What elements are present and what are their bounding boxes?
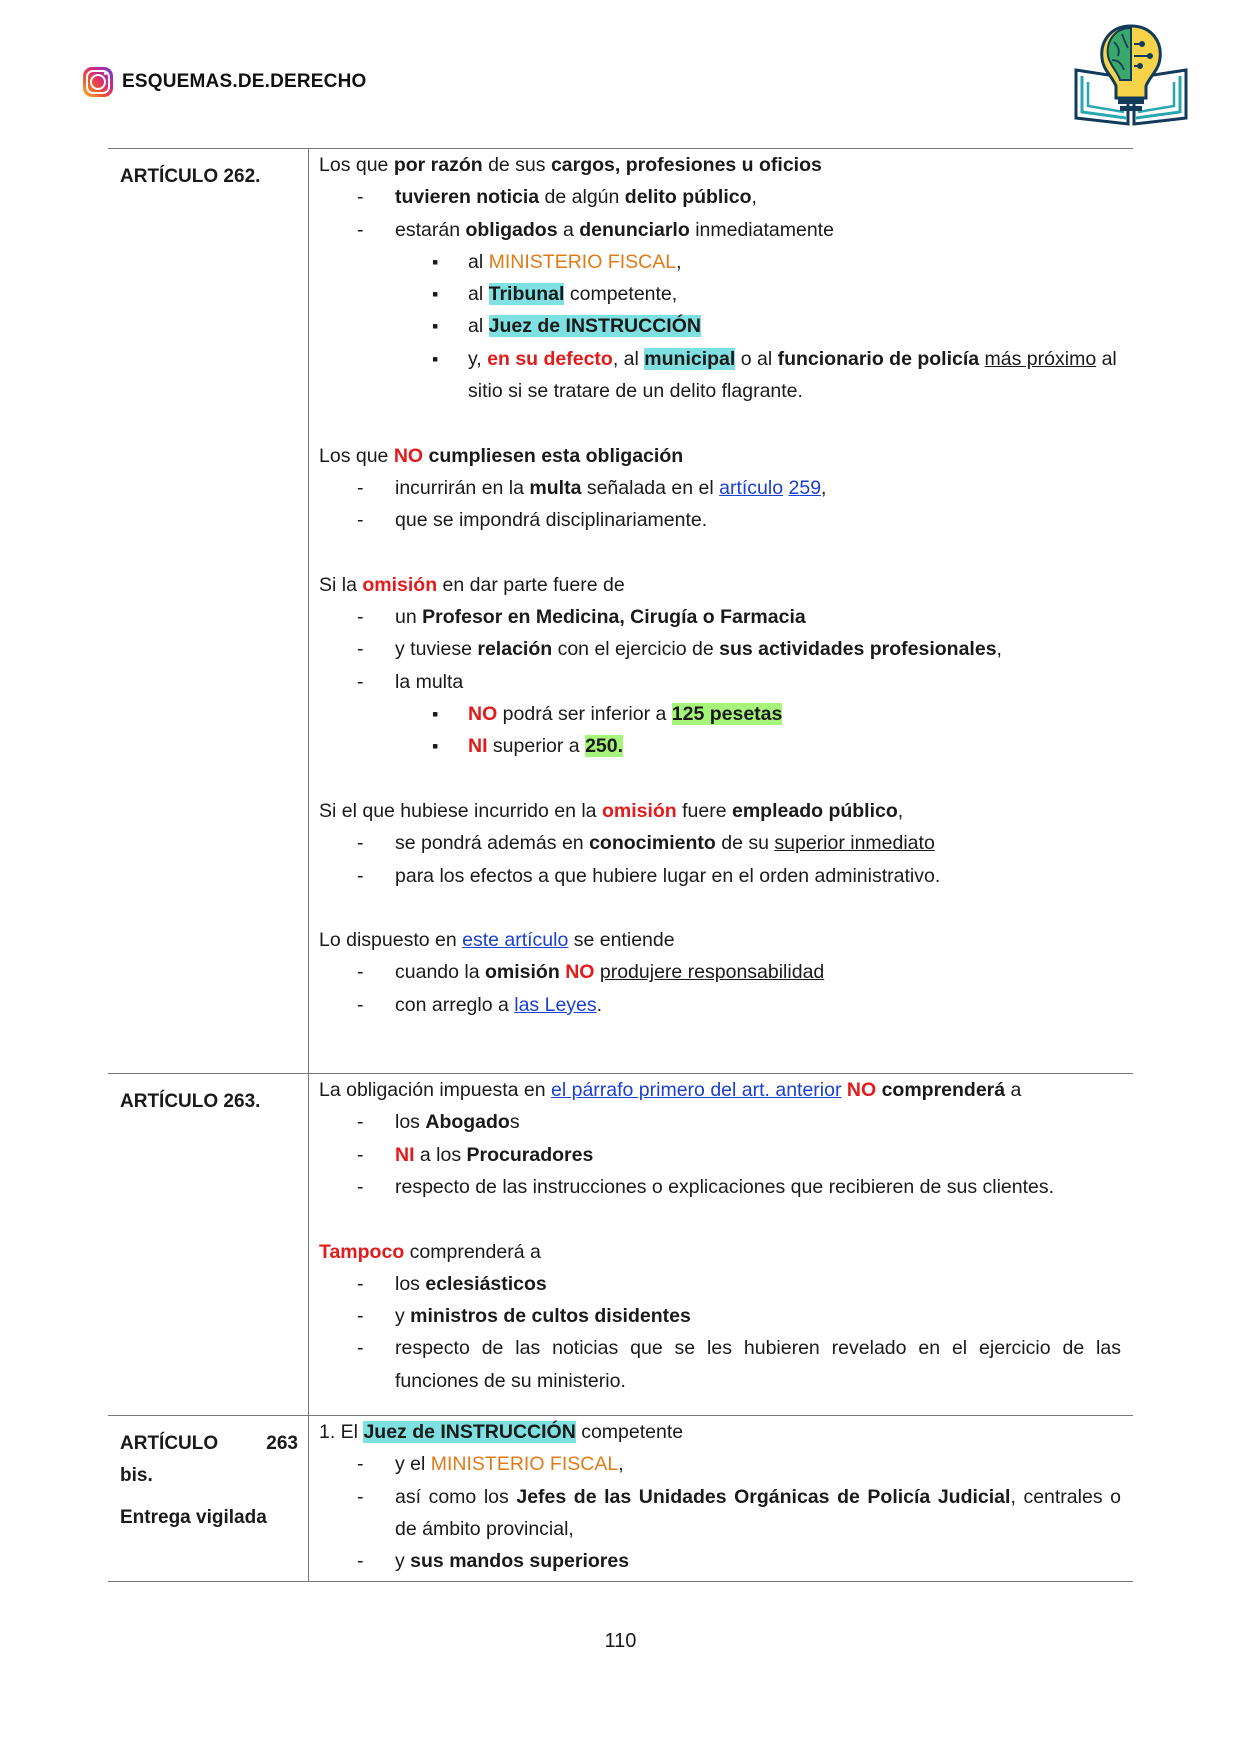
list-item: - y el MINISTERIO FISCAL,	[319, 1448, 1123, 1480]
article-263-bis-row	[108, 1415, 1133, 1581]
sub-list-item: ▪ al MINISTERIO FISCAL,	[319, 246, 1123, 278]
las-leyes-link[interactable]: las Leyes	[514, 993, 597, 1016]
list-item: - los eclesiásticos	[319, 1268, 1123, 1300]
list-item: - un Profesor en Medicina, Cirugía o Farmacia	[319, 601, 1123, 633]
list-item: - y ministros de cultos disidentes	[319, 1300, 1123, 1332]
list-item: - respecto de las instrucciones o explicaciones que recibieren de sus clientes.	[319, 1171, 1123, 1203]
list-item: - los Abogados	[319, 1106, 1123, 1138]
paragraph: Si el que hubiese incurrido en la omisión fuere empleado público,	[319, 799, 904, 822]
paragraph: Los que por razón de sus cargos, profesiones u oficios	[319, 154, 822, 176]
sub-list-item: ▪ al Juez de INSTRUCCIÓN	[319, 310, 1123, 342]
header	[83, 64, 367, 100]
paragraph: 1. El Juez de INSTRUCCIÓN competente	[319, 1420, 684, 1443]
sub-list-item-continuation: sitio si se tratare de un delito flagrante.	[468, 380, 803, 403]
article-263-bis-label-cell: ARTÍCULO 263 bis. Entrega vigilada	[108, 1415, 309, 1581]
list-item: - y sus mandos superiores	[319, 1545, 1123, 1577]
article-262-label-cell	[108, 149, 309, 1074]
previous-article-paragraph-link[interactable]: el párrafo primero del art. anterior	[551, 1079, 842, 1102]
list-item: - que se impondrá disciplinariamente.	[319, 504, 1123, 536]
paragraph: Los que NO cumpliesen esta obligación	[319, 444, 684, 467]
list-item: - incurrirán en la multa señalada en el artículo 259,	[319, 472, 1123, 504]
paragraph: Tampoco comprenderá a	[319, 1240, 541, 1263]
instagram-icon	[83, 67, 113, 97]
articles-table	[108, 148, 1133, 1582]
list-item: - respecto de las noticias que se les hubieren revelado en el ejercicio de las funciones de su ministerio.	[319, 1332, 1123, 1397]
article-263-content	[309, 1074, 1134, 1416]
this-article-link[interactable]: este artículo	[462, 929, 569, 952]
article-263-bis-label: ARTÍCULO 263	[120, 1432, 298, 1454]
list-item: - se pondrá además en conocimiento de su superior inmediato	[319, 827, 1123, 859]
list-item: - para los efectos a que hubiere lugar en el orden administrativo.	[319, 860, 1123, 892]
article-263-row	[108, 1074, 1133, 1416]
list-item: - la multa	[319, 666, 1123, 698]
page-number: 110	[604, 1630, 637, 1652]
list-item: - estarán obligados a denunciarlo inmediatamente	[319, 214, 1123, 246]
paragraph: Lo dispuesto en este artículo se entiende	[319, 929, 675, 952]
article-263-label-cell	[108, 1074, 309, 1416]
list-item: - con arreglo a las Leyes.	[319, 989, 1123, 1021]
paragraph: La obligación impuesta en el párrafo primero del art. anterior NO comprenderá a	[319, 1079, 1022, 1102]
list-item: - cuando la omisión NO produjere responsabilidad	[319, 956, 1123, 988]
logo-lightbulb-book-icon	[1070, 20, 1192, 128]
sub-list-item: ▪ al Tribunal competente,	[319, 278, 1123, 310]
sub-list-item: ▪ NI superior a 250.	[319, 730, 1123, 762]
article-263-bis-content	[309, 1415, 1134, 1581]
brand-name: ESQUEMAS.DE.DERECHO	[122, 71, 367, 92]
list-item: - y tuviese relación con el ejercicio de sus actividades profesionales,	[319, 633, 1123, 665]
sub-list-item: ▪ y, en su defecto, al municipal o al funcionario de policía más próximo al	[319, 343, 1123, 375]
list-item: - así como los Jefes de las Unidades Orgánicas de Policía Judicial, centrales o de ámbito provincial,	[319, 1481, 1123, 1546]
article-259-number-link[interactable]: 259	[788, 476, 822, 499]
article-263-label: ARTÍCULO 263.	[120, 1091, 261, 1113]
article-262-label: ARTÍCULO 262.	[120, 166, 261, 187]
article-263-bis-subtitle: Entrega vigilada	[120, 1506, 267, 1528]
article-259-link[interactable]: artículo	[719, 476, 784, 499]
sub-list-item: ▪ NO podrá ser inferior a 125 pesetas	[319, 698, 1123, 730]
paragraph: Si la omisión en dar parte fuere de	[319, 573, 625, 596]
list-item: - NI a los Procuradores	[319, 1139, 1123, 1171]
list-item: - tuvieren noticia de algún delito público,	[319, 181, 1123, 213]
article-262-row	[108, 149, 1133, 1074]
article-262-content	[309, 149, 1134, 1074]
